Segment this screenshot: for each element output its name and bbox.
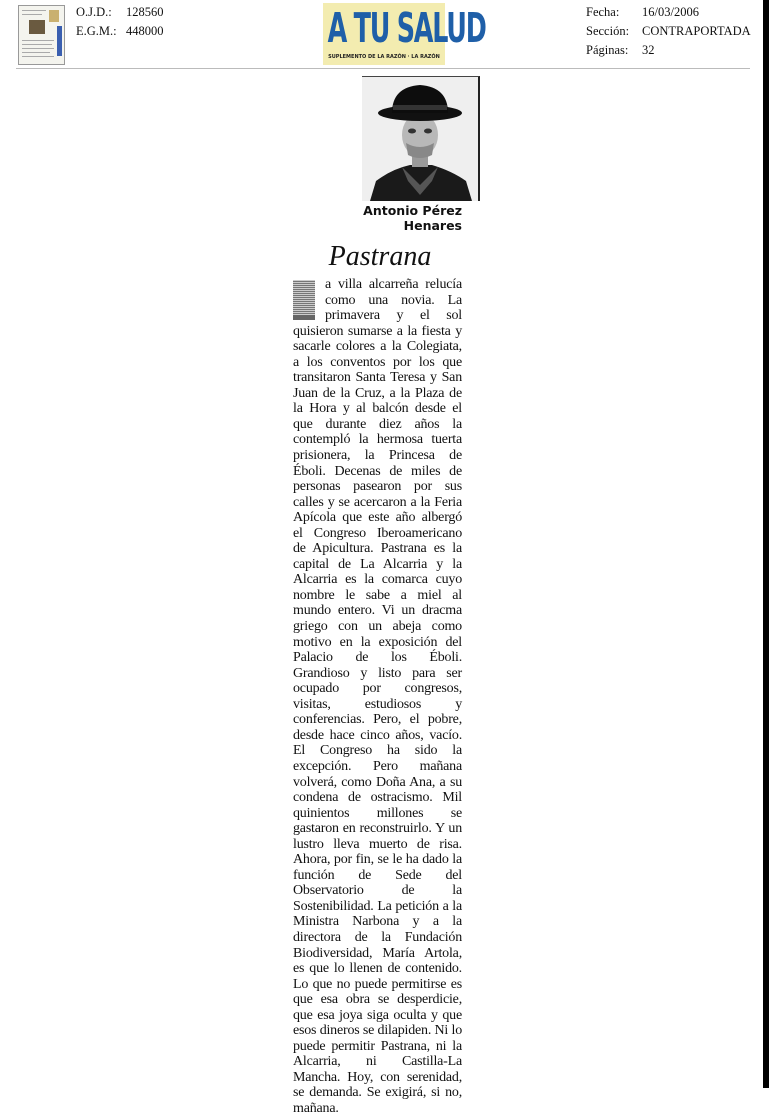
drop-cap xyxy=(293,280,315,320)
publication-logo xyxy=(323,3,445,65)
author-portrait-icon xyxy=(362,77,478,201)
fecha-label: Fecha: xyxy=(586,3,642,22)
paginas-label: Páginas: xyxy=(586,41,642,60)
circulation-info xyxy=(76,3,164,41)
paginas-value: 32 xyxy=(642,41,655,60)
fecha-value: 16/03/2006 xyxy=(642,3,699,22)
logo-text: A TU SALUD xyxy=(328,3,441,53)
egm-label: E.G.M.: xyxy=(76,22,126,41)
seccion-label: Sección: xyxy=(586,22,642,41)
thumbnail-photo-icon xyxy=(29,20,45,34)
author-byline xyxy=(296,203,462,233)
article-body xyxy=(293,277,462,1117)
egm-value: 448000 xyxy=(126,22,164,41)
article-title: Pastrana xyxy=(280,241,480,273)
publication-info xyxy=(586,3,751,60)
author-first-name: Antonio Pérez xyxy=(296,203,462,218)
page-thumbnail xyxy=(18,5,65,65)
author-photo xyxy=(362,76,480,201)
page-right-border xyxy=(763,0,769,1088)
header-divider xyxy=(16,68,750,69)
logo-tagline: SUPLEMENTO DE LA RAZÓN · LA RAZÓN xyxy=(323,53,445,61)
ojd-value: 128560 xyxy=(126,3,164,22)
seccion-value: CONTRAPORTADA xyxy=(642,22,751,41)
author-last-name: Henares xyxy=(296,218,462,233)
ojd-label: O.J.D.: xyxy=(76,3,126,22)
article-text: a villa alcarreña relucía como una novia. La primavera y el sol quisieron sumarse a la fiesta y sacarle colores a la Colegiata, a los conventos por los que transitaron Santa Teresa y San Juan de la Cruz, a la Plaza de la Hora y al balcón desde el que durante diez años la contempló la hermosa tuerta prisionera, la Princesa de Éboli. Decenas de miles de personas pasearon por sus calles y se acercaron a la Feria Apícola que este año albergó el Congreso Iberoamericano de Apicultura. Pastrana es la capital de La Alcarria y la Alcarria es la comarca cuyo nombre le sabe a miel al mundo entero. Vi un dracma griego con un abeja como motivo en la exposición del Palacio de los Éboli. Grandioso y listo para ser ocupado por congresos, visitas, estudiosos y conferencias. Pero, el pobre, desde hace cinco años, vacío. El Congreso ha sido la excepción. Pero mañana volverá, como Doña Ana, a su condena de ostracismo. Mil quinientos millones se gastaron en reconstruirlo. Y un lustro lleva muerto de risa. Ahora, por fin, se le ha dado la función de Sede del Observatorio de la Sostenibilidad. La petición a la Ministra Narbona y a la directora de la Fundación Biodiversidad, María Artola, es que lo llenen de contenido. Lo que no puede permitirse es que esa obra se desperdicie, que esa joya siga oculta y que esos dineros se dilapiden. Ni lo puede permitir Pastrana, ni la Alcarria, ni Castilla-La Mancha. Hoy, con serenidad, se demanda. Se exigirá, si no, mañana. xyxy=(293,277,462,1116)
